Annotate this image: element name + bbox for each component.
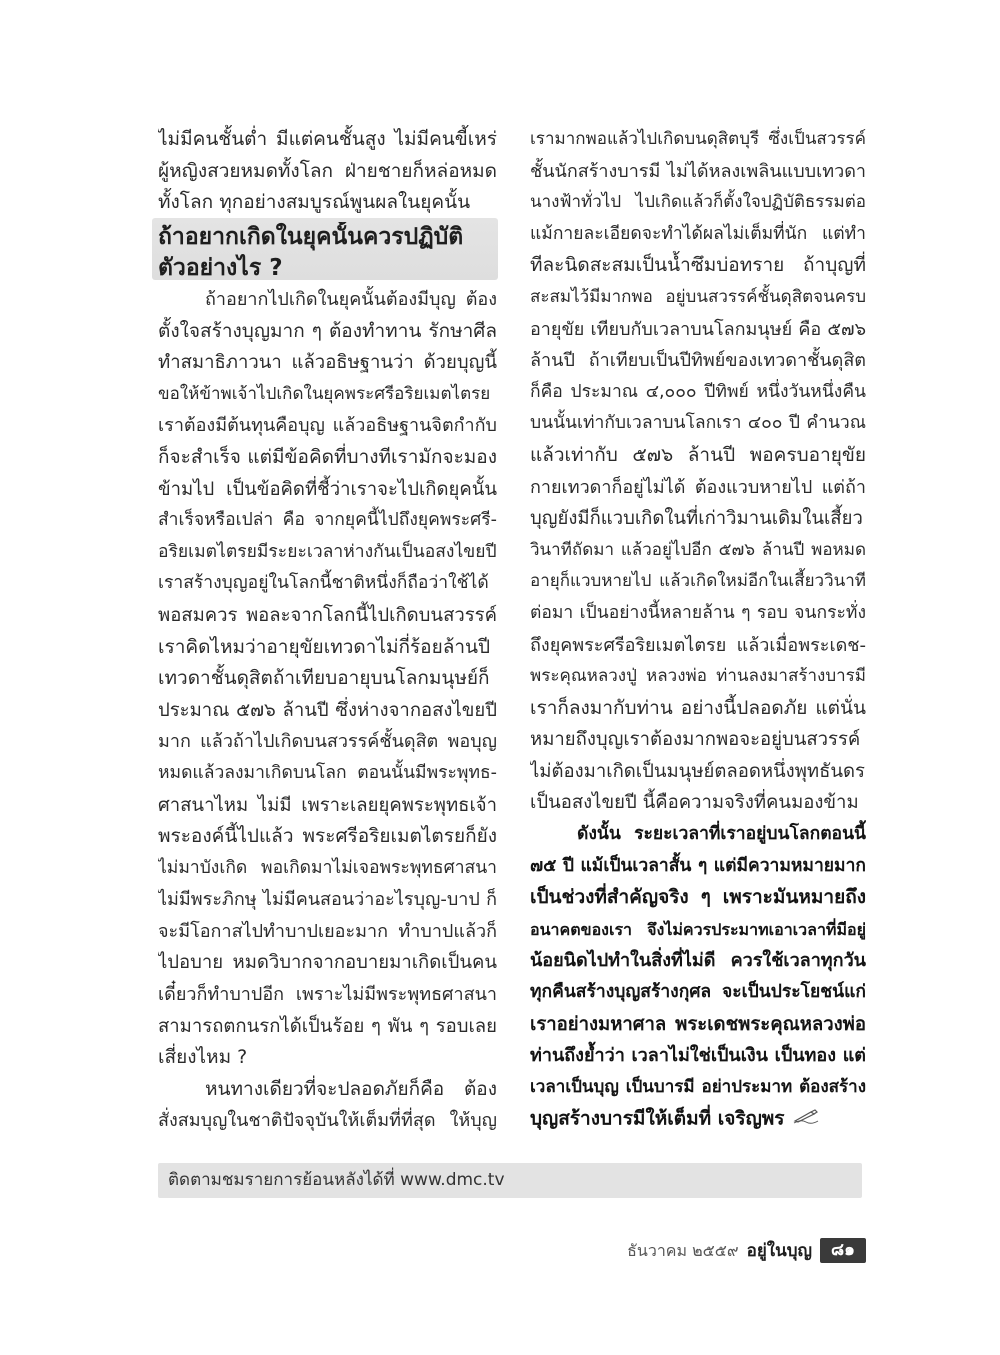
left-column-line: ประมาณ ๕๗๖ ล้านปี ซึ่งห่างจากอสงไขยปี <box>158 699 497 721</box>
right-column-bold-line: เราอย่างมหาศาล พระเดชพระคุณหลวงพ่อ <box>530 1013 866 1035</box>
left-column-body <box>158 284 497 1137</box>
left-column-line: พระองค์นี้ไปแล้ว พระศรีอริยเมตไตรยก็ยัง <box>158 825 497 848</box>
right-column-line: ล้านปี ถ้าเทียบเป็นปีทิพย์ของเทวดาชั้นดุสิต <box>530 350 866 372</box>
right-column-line: ต่อมา เป็นอย่างนี้หลายล้าน ๆ รอบ จนกระทั่ง <box>530 602 866 623</box>
right-column-line: แล้วเท่ากับ ๕๗๖ ล้านปี พอครบอายุขัย <box>530 443 866 466</box>
right-column-line: สะสมไว้มีมากพอ อยู่บนสวรรค์ชั้นดุสิตจนครบ <box>530 286 866 307</box>
left-column-line: เทวดาชั้นดุสิตถ้าเทียบอายุบนโลกมนุษย์ก็ <box>158 667 490 690</box>
page-footer <box>627 1238 812 1263</box>
right-column-line: อายุก็แวบหายไป แล้วเกิดใหม่อีกในเสี้ยววินาที <box>530 571 866 592</box>
left-column-line: ผู้หญิงสวยหมดทั้งโลก ฝ่ายชายก็หล่อหมด <box>158 159 497 182</box>
right-column-bold-line: เป็นช่วงที่สำคัญจริง ๆ เพราะมันหมายถึง <box>530 886 866 909</box>
left-column-line: ทั้งโลก ทุกอย่างสมบูรณ์พูนผลในยุคนั้น <box>158 191 471 214</box>
section-heading-line: ถ้าอยากเกิดในยุคนั้นควรปฏิบัติ <box>158 224 464 250</box>
left-column-line: สั่งสมบุญในชาติปัจจุบันให้เต็มที่ที่สุด ให้บุญ <box>158 1110 497 1132</box>
left-column-line: ข้ามไป เป็นข้อคิดที่ชี้ว่าเราจะไปเกิดยุคนั้น <box>158 478 497 500</box>
section-heading-line: ตัวอย่างไร ? <box>158 255 283 281</box>
left-column-line: สามารถตกนรกได้เป็นร้อย ๆ พัน ๆ รอบเลย <box>158 1015 497 1037</box>
pen-signature-icon <box>793 1103 819 1135</box>
right-column-line: อายุขัย เทียบกับเวลาบนโลกมนุษย์ คือ ๕๗๖ <box>530 318 866 340</box>
left-column-line: เสี่ยงไหม ? <box>158 1046 248 1069</box>
left-column-line: เราต้องมีต้นทุนคือบุญ แล้วอธิษฐานจิตกำกับ <box>158 415 497 437</box>
right-column-bold-line: ๗๕ ปี แม้เป็นเวลาสั้น ๆ แต่มีความหมายมาก <box>530 855 866 876</box>
left-column-line: ตั้งใจสร้างบุญมาก ๆ ต้องทำทาน รักษาศีล <box>158 319 497 342</box>
left-column-line: พอสมควร พอละจากโลกนี้ไปเกิดบนสวรรค์ <box>158 604 497 626</box>
right-column-line: แม้กายละเอียดจะทำได้ผลไม่เต็มที่นัก แต่ทำ <box>530 223 866 244</box>
right-column-line: เรามากพอแล้วไปเกิดบนดุสิตบุรี ซึ่งเป็นสวรรค์ <box>530 129 866 149</box>
right-column-line: นางฟ้าทั่วไป ไปเกิดแล้วก็ตั้งใจปฏิบัติธรรมต่อ <box>530 192 866 213</box>
right-column-line: ไม่ต้องมาเกิดเป็นมนุษย์ตลอดหนึ่งพุทธันดร <box>530 760 865 782</box>
issue-date: ธันวาคม ๒๕๕๙ <box>627 1241 739 1260</box>
left-column-line: เราสร้างบุญอยู่ในโลกนี้ชาติหนึ่งก็ถือว่าใช้ได้ <box>158 573 489 594</box>
left-column-line: ก็จะสำเร็จ แต่มีข้อคิดที่บางทีเรามักจะมอง <box>158 445 497 468</box>
right-column-line: หมายถึงบุญเราต้องมากพอจะอยู่บนสวรรค์ <box>530 729 861 751</box>
left-column-line: เดี๋ยวก็ทำบาปอีก เพราะไม่มีพระพุทธศาสนา <box>158 984 497 1006</box>
left-column-line: มาก แล้วถ้าไปเกิดบนสวรรค์ชั้นดุสิต พอบุญ <box>158 731 497 753</box>
right-column-line: ทีละนิดสะสมเป็นน้ำซึมบ่อทราย ถ้าบุญที่ <box>530 254 866 277</box>
left-column-line: จะมีโอกาสไปทำบาปเยอะมาก ทำบาปแล้วก็ <box>158 920 497 942</box>
left-column-line: ไม่มีพระภิกษุ ไม่มีคนสอนว่าอะไรบุญ-บาป ก็ <box>158 889 497 911</box>
footer-banner <box>158 1163 862 1198</box>
right-column-line: วินาทีถัดมา แล้วอยู่ไปอีก ๕๗๖ ล้านปี พอหมด <box>530 539 866 560</box>
right-column-bold-line: อนาคตของเรา จึงไม่ควรประมาทเอาเวลาที่มีอยู่ <box>530 919 866 939</box>
left-column-line: ไม่มีคนชั้นต่ำ มีแต่คนชั้นสูง ไม่มีคนขี้เหร่ <box>158 128 497 150</box>
right-column-bold-line <box>530 1103 866 1135</box>
page-number: ๘๑ <box>820 1238 866 1263</box>
right-column-line: ก็คือ ประมาณ ๔,๐๐๐ ปีทิพย์ หนึ่งวันหนึ่งคืน <box>530 381 866 402</box>
right-column-line: เราก็ลงมากับท่าน อย่างนี้ปลอดภัย แต่นั่น <box>530 696 866 719</box>
right-column-line: บุญยังมีก็แวบเกิดในที่เก่าวิมานเดิมในเสี้ยว <box>530 508 863 530</box>
right-column-bold-line: ทุกคืนสร้างบุญสร้างกุศล จะเป็นประโยชน์แก่ <box>530 982 866 1003</box>
right-column-bold-line: ดังนั้น ระยะเวลาที่เราอยู่บนโลกตอนนี้ <box>577 824 866 845</box>
left-column-line: อริยเมตไตรยมีระยะเวลาห่างกันเป็นอสงไขยปี <box>158 541 497 562</box>
right-column-line: ถึงยุคพระศรีอริยเมตไตรย แล้วเมื่อพระเดช- <box>530 634 866 656</box>
magazine-title: อยู่ในบุญ <box>746 1241 812 1261</box>
right-column-bold-line: น้อยนิดไปทำในสิ่งที่ไม่ดี ควรใช้เวลาทุกวัน <box>530 950 866 972</box>
right-column-line: ชั้นนักสร้างบารมี ไม่ได้หลงเพลินแบบเทวดา <box>530 160 866 182</box>
section-heading <box>158 222 495 284</box>
left-column-line: ทำสมาธิภาวนา แล้วอธิษฐานว่า ด้วยบุญนี้ <box>158 352 497 374</box>
left-column-intro <box>158 124 497 219</box>
right-column-line: พระคุณหลวงปู่ หลวงพ่อ ท่านลงมาสร้างบารมี <box>530 666 866 687</box>
left-column-line: ไปอบาย หมดวิบากจากอบายมาเกิดเป็นคน <box>158 952 497 974</box>
left-column-line: หมดแล้วลงมาเกิดบนโลก ตอนนั้นมีพระพุทธ- <box>158 762 497 783</box>
left-column-line: สำเร็จหรือเปล่า คือ จากยุคนี้ไปถึงยุคพระศรี- <box>158 510 497 531</box>
footer-banner-text: ติดตามชมรายการย้อนหลังได้ที่ www.dmc.tv <box>168 1170 505 1190</box>
left-column-line: ไม่มาบังเกิด พอเกิดมาไม่เจอพระพุทธศาสนา <box>158 857 497 878</box>
left-column-line: ขอให้ข้าพเจ้าไปเกิดในยุคพระศรีอริยเมตไตรย <box>158 383 491 404</box>
right-column-bold-line: ท่านถึงย้ำว่า เวลาไม่ใช่เป็นเงิน เป็นทอง แต่ <box>530 1045 866 1067</box>
right-column <box>530 124 866 1135</box>
right-column-line: กายเทวดาก็อยู่ไม่ได้ ต้องแวบหายไป แต่ถ้า <box>530 476 866 498</box>
left-column-line: ถ้าอยากไปเกิดในยุคนั้นต้องมีบุญ ต้อง <box>205 289 497 310</box>
left-column-line: หนทางเดียวที่จะปลอดภัยก็คือ ต้อง <box>205 1077 497 1100</box>
left-column-line: เราคิดไหมว่าอายุขัยเทวดาไม่กี่ร้อยล้านปี <box>158 635 491 658</box>
right-column-bold-line: เวลาเป็นบุญ เป็นบารมี อย่าประมาท ต้องสร้าง <box>530 1076 866 1097</box>
right-column-line: เป็นอสงไขยปี นี้คือความจริงที่คนมองข้าม <box>530 792 859 814</box>
left-column-line: ศาสนาไหม ไม่มี เพราะเลยยุคพระพุทธเจ้า <box>158 794 497 816</box>
closing-text: บุญสร้างบารมีให้เต็มที่ เจริญพร <box>530 1107 785 1130</box>
right-column-line: บนนั้นเท่ากับเวลาบนโลกเรา ๔๐๐ ปี คำนวณ <box>530 413 866 434</box>
